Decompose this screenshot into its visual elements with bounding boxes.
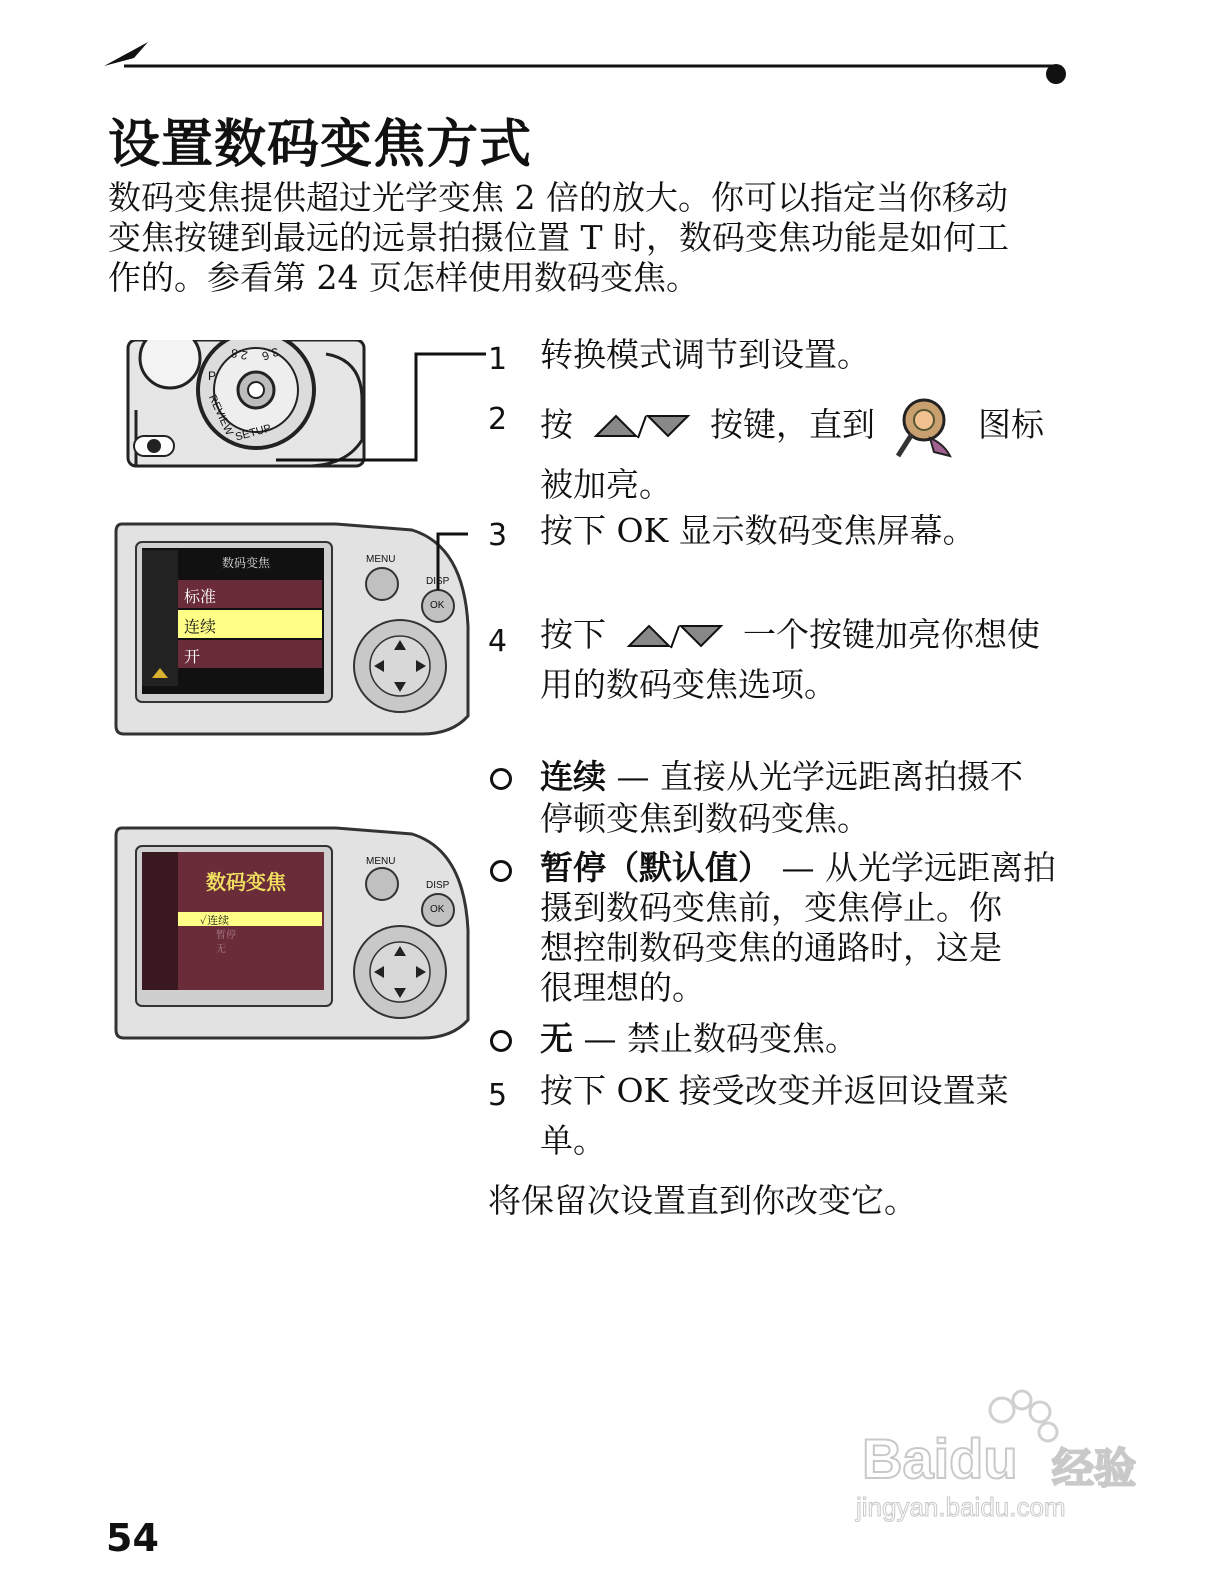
step-text-part: 一个按键加亮你想使 <box>743 615 1040 654</box>
option-bullet <box>490 768 512 790</box>
screen-title: 数码变焦 <box>222 556 271 570</box>
step-text <box>540 614 1080 656</box>
step-text: 被加亮。 <box>540 465 672 504</box>
option-text: 很理想的。 <box>540 968 705 1007</box>
page-number: 54 <box>106 1516 159 1560</box>
menu-button-label: MENU <box>366 856 396 867</box>
step-text: 单。 <box>540 1121 606 1160</box>
intro-line: 作的。参看第 24 页怎样使用数码变焦。 <box>108 258 699 297</box>
disp-label: DISP <box>426 576 450 587</box>
step-text-part: 图标 <box>978 405 1044 444</box>
option-continuous <box>540 756 1023 840</box>
camera-back-drawing <box>112 820 472 1040</box>
dial-label: P <box>208 369 217 383</box>
step-text: 用的数码变焦选项。 <box>540 665 837 704</box>
option-pause <box>540 848 1056 1008</box>
disp-label: DISP <box>426 880 450 891</box>
option-dash: — <box>573 1019 627 1058</box>
mode-dial-figure <box>126 340 486 470</box>
step-text <box>540 394 1080 460</box>
option-dash: — <box>606 757 660 796</box>
step-text-part: 按 <box>540 405 573 444</box>
dial-label: SETUP <box>234 422 273 444</box>
intro-line: 数码变焦提供超过光学变焦 2 倍的放大。你可以指定当你移动 <box>108 178 1008 217</box>
dial-label: 2.8 <box>229 345 249 363</box>
option-text: 摄到数码变焦前，变焦停止。你 <box>540 888 1002 927</box>
intro-paragraph <box>108 178 1088 298</box>
camera-back-figure-2 <box>112 820 472 1040</box>
dial-label: REVIEW <box>205 392 236 438</box>
page-title: 设置数码变焦方式 <box>108 115 533 175</box>
dial-label: 3.6 <box>260 344 281 364</box>
intro-line: 变焦按键到最远的远景拍摄位置 T 时，数码变焦功能是如何工 <box>108 218 1009 257</box>
header-rule <box>104 36 1074 86</box>
step-number: 5 <box>488 1078 508 1113</box>
ok-button-label: OK <box>430 904 445 915</box>
up-down-arrow-icon <box>625 620 725 654</box>
camera-back-drawing <box>112 516 472 736</box>
menu-item: 无 <box>216 944 226 955</box>
step-number: 3 <box>488 518 508 553</box>
option-bullet <box>490 1030 512 1052</box>
option-text: 想控制数码变焦的通路时，这是 <box>540 928 1002 967</box>
option-text: 直接从光学远距离拍摄不 <box>659 757 1023 796</box>
option-text: 从光学远距离拍 <box>824 848 1056 887</box>
menu-item: 暂停 <box>216 930 236 941</box>
step-text: 按下 OK 接受改变并返回设置菜 <box>540 1071 1009 1110</box>
option-name: 暂停（默认值） <box>540 848 771 887</box>
step-text-part: 按下 <box>540 615 606 654</box>
option-none <box>540 1018 858 1060</box>
option-text: 禁止数码变焦。 <box>626 1019 858 1058</box>
step-text: 按下 OK 显示数码变焦屏幕。 <box>540 511 976 550</box>
baidu-watermark <box>852 1386 1152 1526</box>
step-number: 2 <box>488 402 508 437</box>
menu-item-selected: 连续 <box>184 617 217 636</box>
menu-item: 开 <box>184 647 201 666</box>
watermark-brand-cn: 经验 <box>1052 1444 1137 1493</box>
up-down-arrow-icon <box>592 410 692 444</box>
step-number: 1 <box>488 342 508 377</box>
menu-button-label: MENU <box>366 554 396 565</box>
option-text: 停顿变焦到数码变焦。 <box>540 799 870 838</box>
option-dash: — <box>771 848 825 887</box>
watermark-brand: Baidu <box>862 1427 1018 1490</box>
step-number: 4 <box>488 624 508 659</box>
menu-item: 标准 <box>184 587 217 606</box>
camera-back-figure-1 <box>112 516 472 736</box>
watermark-url: jingyan.baidu.com <box>856 1492 1066 1522</box>
digital-zoom-icon <box>894 394 960 460</box>
menu-item-selected: ✓连续 <box>200 914 230 927</box>
option-bullet <box>490 860 512 882</box>
option-name: 连续 <box>540 757 606 796</box>
footer-note: 将保留次设置直到你改变它。 <box>488 1181 917 1220</box>
option-name: 无 <box>540 1019 573 1058</box>
step-text-part: 按键，直到 <box>710 405 875 444</box>
ok-button-label: OK <box>430 600 445 611</box>
step-text: 转换模式调节到设置。 <box>540 335 870 374</box>
screen-title: 数码变焦 <box>206 870 286 894</box>
